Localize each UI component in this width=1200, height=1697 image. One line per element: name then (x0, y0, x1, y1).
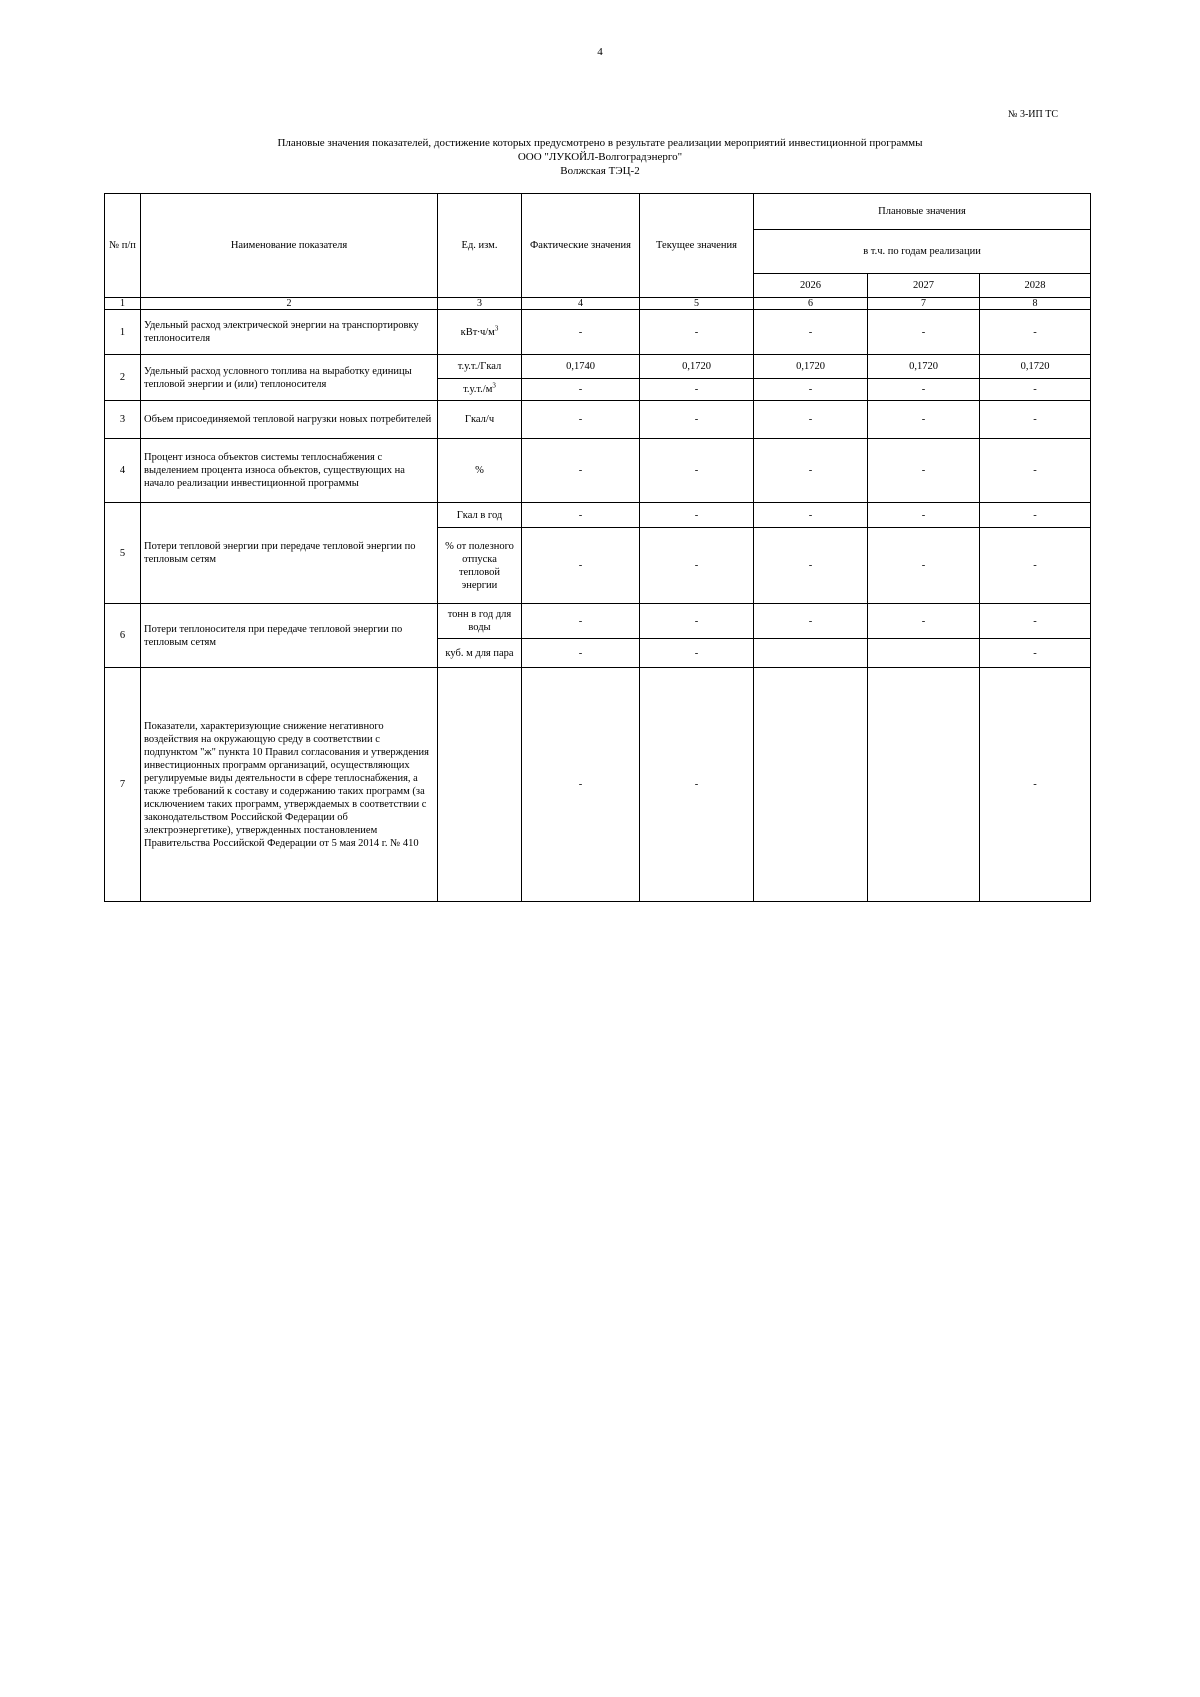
indicator-name: Удельный расход электрической энергии на транспортировку теплоносителя (141, 310, 438, 355)
value-cell: 0,1720 (868, 355, 980, 379)
value-cell: - (754, 401, 868, 439)
value-cell: - (868, 503, 980, 528)
header-year: 2027 (868, 274, 980, 298)
value-cell: - (640, 310, 754, 355)
value-cell: - (868, 401, 980, 439)
value-cell: - (980, 310, 1091, 355)
row-number: 4 (105, 439, 141, 503)
unit-cell: Гкал/ч (438, 401, 522, 439)
value-cell: - (522, 439, 640, 503)
column-number: 4 (522, 298, 640, 310)
unit-superscript: 3 (494, 324, 499, 332)
value-cell (868, 639, 980, 668)
row-number: 2 (105, 355, 141, 401)
value-cell: - (868, 528, 980, 604)
table-row (105, 355, 1091, 379)
title-line-1: Плановые значения показателей, достижение которых предусмотрено в результате реализации мероприятий инвестиционной программы (277, 137, 923, 149)
value-cell: - (754, 310, 868, 355)
value-cell (754, 668, 868, 902)
value-cell: - (522, 639, 640, 668)
column-number: 5 (640, 298, 754, 310)
value-cell: - (522, 668, 640, 902)
value-cell: 0,1720 (754, 355, 868, 379)
value-cell: - (980, 528, 1091, 604)
value-cell: - (754, 503, 868, 528)
column-number: 2 (141, 298, 438, 310)
indicator-name: Потери тепловой энергии при передаче тепловой энергии по тепловым сетям (141, 503, 438, 604)
indicator-name: Показатели, характеризующие снижение негативного воздействия на окружающую среду в соответствии с подпунктом "ж" пункта 10 Правил согласования и утверждения инвестиционных программ организаций, осуществляющих регулируемые виды деятельности в сфере теплоснабжения, а также требований к составу и содержанию таких программ (за исключением таких программ, утверждаемых в соответствии с законодательством Российской Федерации об электроэнергетике), утвержденных постановлением Правительства Российской Федерации от 5 мая 2014 г. № 410 (141, 668, 438, 902)
value-cell: - (640, 604, 754, 639)
header-row (105, 194, 1091, 230)
header-num: № п/п (105, 194, 141, 298)
row-number: 3 (105, 401, 141, 439)
unit-text: т.у.т./м (463, 384, 493, 395)
value-cell: - (868, 604, 980, 639)
page-number: 4 (597, 46, 603, 58)
unit-cell: % от полезного отпуска тепловой энергии (438, 528, 522, 604)
unit-superscript: 3 (492, 381, 496, 390)
value-cell: - (522, 503, 640, 528)
indicator-name: Потери теплоносителя при передаче тепловой энергии по тепловым сетям (141, 604, 438, 668)
form-code: № 3-ИП ТС (1007, 109, 1058, 120)
value-cell: - (640, 379, 754, 401)
document-title (0, 136, 1200, 178)
unit-cell (438, 310, 522, 355)
value-cell: - (522, 379, 640, 401)
indicator-name: Процент износа объектов системы теплоснабжения с выделением процента износа объектов, существующих на начало реализации инвестиционной программы (141, 439, 438, 503)
value-cell: - (522, 310, 640, 355)
value-cell: - (980, 668, 1091, 902)
unit-cell: тонн в год для воды (438, 604, 522, 639)
header-name: Наименование показателя (141, 194, 438, 298)
column-number: 7 (868, 298, 980, 310)
title-line-3: Волжская ТЭЦ-2 (560, 165, 640, 177)
value-cell: - (754, 439, 868, 503)
header-actual: Фактические значения (522, 194, 640, 298)
value-cell: - (522, 604, 640, 639)
value-cell: - (868, 310, 980, 355)
value-cell: - (640, 528, 754, 604)
value-cell: - (980, 604, 1091, 639)
value-cell: - (868, 379, 980, 401)
column-number: 8 (980, 298, 1091, 310)
value-cell: - (980, 401, 1091, 439)
table-row (105, 668, 1091, 902)
column-number: 6 (754, 298, 868, 310)
value-cell: - (754, 604, 868, 639)
value-cell (754, 639, 868, 668)
indicators-table (104, 193, 1091, 902)
table-row (105, 401, 1091, 439)
value-cell: - (522, 528, 640, 604)
row-number: 7 (105, 668, 141, 902)
unit-cell: куб. м для пара (438, 639, 522, 668)
column-numbers-row (105, 298, 1091, 310)
row-number: 1 (105, 310, 141, 355)
value-cell: - (640, 439, 754, 503)
unit-cell: т.у.т./Гкал (438, 355, 522, 379)
header-by-years: в т.ч. по годам реализации (754, 230, 1091, 274)
value-cell: - (980, 639, 1091, 668)
unit-cell: Гкал в год (438, 503, 522, 528)
indicator-name: Удельный расход условного топлива на выработку единицы тепловой энергии и (или) теплоносителя (141, 355, 438, 401)
value-cell: 0,1720 (980, 355, 1091, 379)
header-planned: Плановые значения (754, 194, 1091, 230)
unit-text: кВт∙ч/м (460, 326, 495, 338)
value-cell: - (640, 503, 754, 528)
value-cell: - (868, 439, 980, 503)
unit-cell: % (438, 439, 522, 503)
value-cell: - (754, 528, 868, 604)
value-cell: - (640, 668, 754, 902)
indicator-name: Объем присоединяемой тепловой нагрузки новых потребителей (141, 401, 438, 439)
value-cell: - (754, 379, 868, 401)
value-cell: - (640, 401, 754, 439)
table-row (105, 604, 1091, 639)
header-current: Текущее значения (640, 194, 754, 298)
value-cell: 0,1740 (522, 355, 640, 379)
value-cell: 0,1720 (640, 355, 754, 379)
row-number: 6 (105, 604, 141, 668)
header-year: 2026 (754, 274, 868, 298)
row-number: 5 (105, 503, 141, 604)
table-row (105, 310, 1091, 355)
title-line-2: ООО "ЛУКОЙЛ-Волгоградэнерго" (517, 151, 683, 163)
header-year: 2028 (980, 274, 1091, 298)
header-unit: Ед. изм. (438, 194, 522, 298)
unit-cell (438, 379, 522, 401)
value-cell: - (980, 503, 1091, 528)
table-row (105, 439, 1091, 503)
table-row (105, 503, 1091, 528)
column-number: 1 (105, 298, 141, 310)
value-cell: - (522, 401, 640, 439)
value-cell: - (980, 439, 1091, 503)
unit-cell (438, 668, 522, 902)
value-cell: - (640, 639, 754, 668)
value-cell (868, 668, 980, 902)
column-number: 3 (438, 298, 522, 310)
value-cell: - (980, 379, 1091, 401)
